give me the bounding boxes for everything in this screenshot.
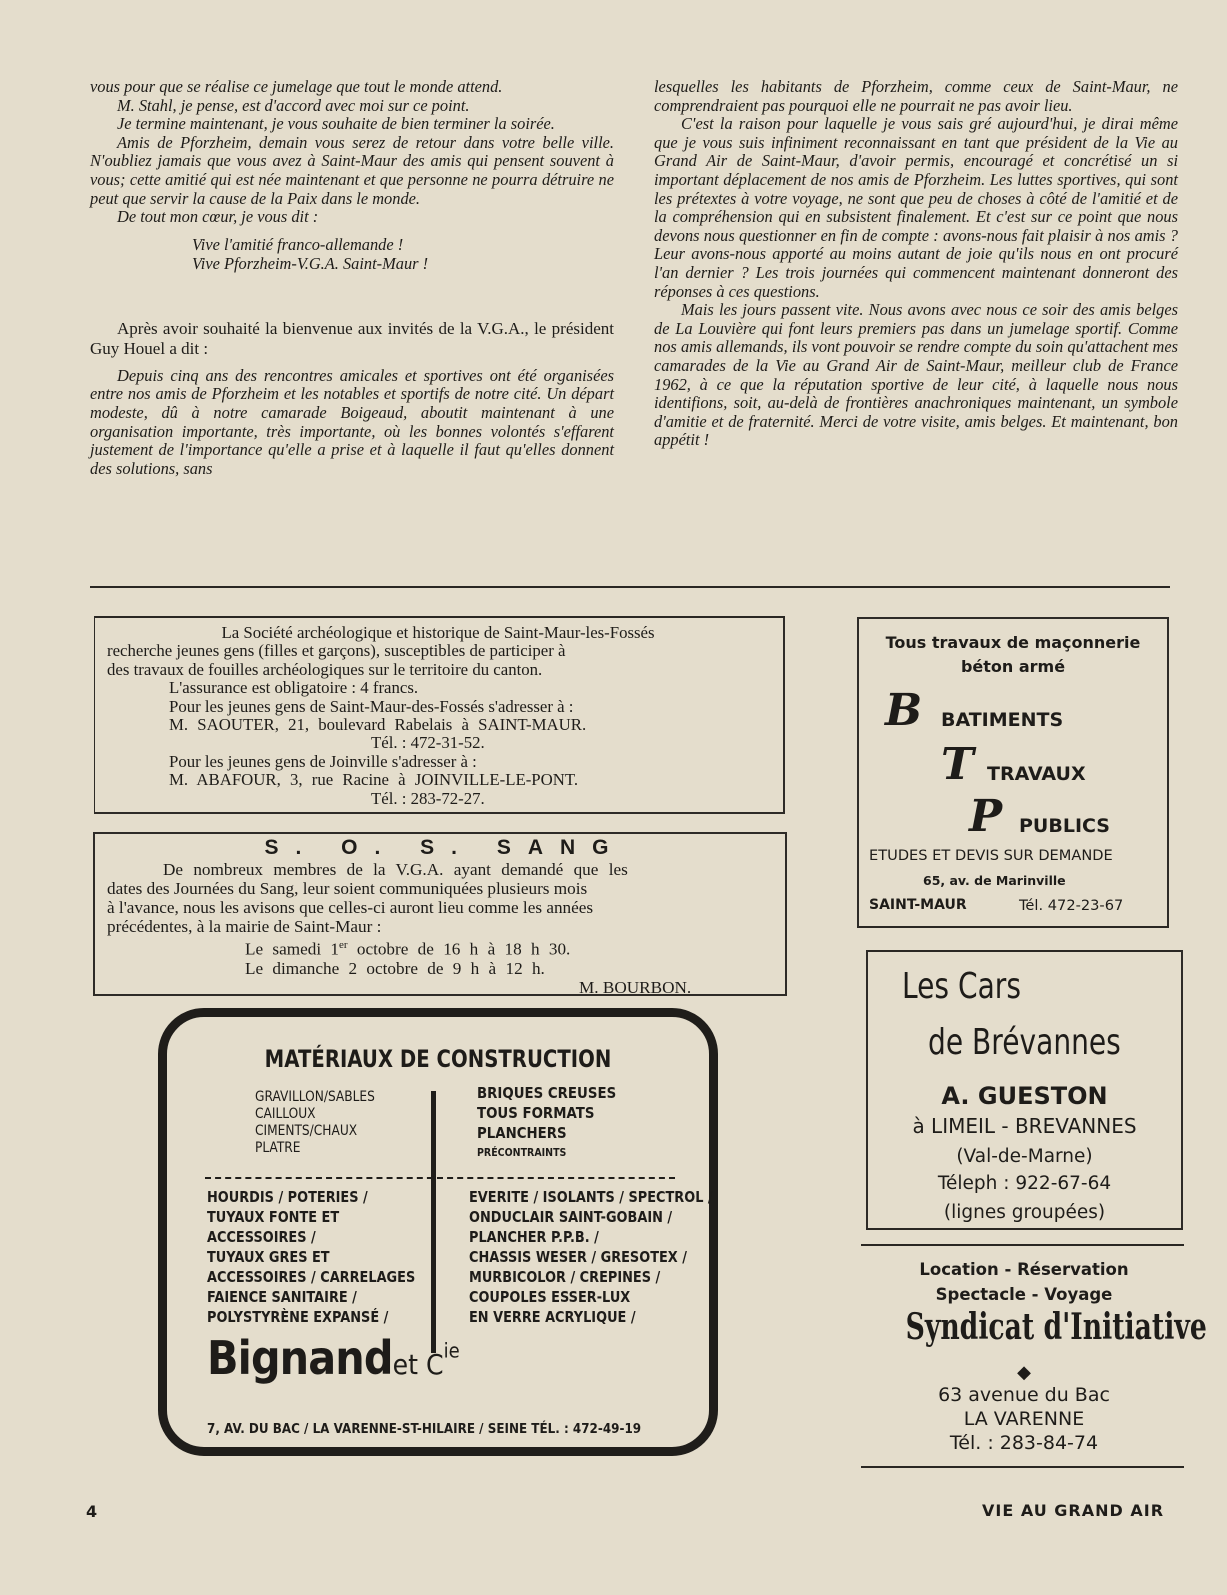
sos-date-b: octobre de 16 h à 18 h 30. bbox=[347, 939, 571, 959]
materiaux-divider bbox=[431, 1091, 436, 1353]
btp-letter-b: B bbox=[885, 685, 923, 736]
brand-name: Bignand bbox=[207, 1331, 393, 1385]
btp-letter-p: P bbox=[969, 791, 1003, 842]
article-right-column bbox=[654, 78, 1178, 450]
product-line: BRIQUES CREUSES bbox=[477, 1084, 617, 1102]
btp-letter-t: T bbox=[941, 739, 974, 790]
toast-block bbox=[192, 235, 614, 273]
btp-word: TRAVAUX bbox=[987, 763, 1086, 785]
intro-paragraph: Après avoir souhaité la bienvenue aux invités de la V.G.A., le président Guy Houel a dit : bbox=[90, 318, 614, 358]
btp-heading-line: béton armé bbox=[960, 657, 1066, 676]
btp-heading-line: Tous travaux de maçonnerie bbox=[885, 633, 1141, 652]
product-line: TUYAUX FONTE ET bbox=[207, 1208, 340, 1226]
product-line: ACCESSOIRES / bbox=[207, 1228, 316, 1246]
notice-line: La Société archéologique et historique de Saint-Maur-les-Fossés bbox=[221, 623, 655, 642]
diamond-icon: ◆ bbox=[1017, 1362, 1031, 1383]
product-line: EVERITE / ISOLANTS / SPECTROL / bbox=[469, 1188, 713, 1206]
paragraph: lesquelles les habitants de Pforzheim, comme ceux de Saint-Maur, ne comprendraient pas pourquoi elle ne pourrait ne pas avoir lieu. bbox=[654, 77, 1178, 115]
cars-title: Les Cars bbox=[902, 966, 1021, 1007]
syndicat-city: LA VARENNE bbox=[963, 1408, 1085, 1430]
page-number: 4 bbox=[86, 1502, 98, 1521]
product-line: COUPOLES ESSER-LUX bbox=[469, 1288, 631, 1306]
paragraph: Mais les jours passent vite. Nous avons avec nous ce soir des amis belges de La Louvière qui font leurs premiers pas dans un jumelage sportif. Comme nos amis allemands, ils vont pouvoir se rendre compte du soin qu'attachent mes camarades de la Vie au Grand Air de Saint-Maur, meilleur club de France 1962, à ce que la réputation sportive de leur cité, à laquelle nous nous identifions, soit, au-delà de frontières anachroniques maintenant, un symbole d'amitie et de fraternité. Merci de votre visite, amis belges. Et maintenant, bon appétit ! bbox=[654, 300, 1178, 450]
btp-city: SAINT-MAUR bbox=[869, 897, 967, 913]
paragraph: Amis de Pforzheim, demain vous serez de retour dans votre belle ville. N'oubliez jamais que vous avez à Saint-Maur des amis qui pensent souvent à vous; cette amitié qui est née maintenant et que personne ne pourra détruire ne peut que servir la cause de la Paix dans le monde. bbox=[90, 132, 614, 208]
article-left-column bbox=[90, 78, 614, 478]
btp-heading bbox=[859, 631, 1167, 679]
brand-sup: ie bbox=[443, 1338, 460, 1363]
sos-title: S. O. S. SANG bbox=[264, 836, 626, 859]
paragraph: De tout mon cœur, je vous dit : bbox=[117, 207, 319, 227]
materiaux-bottom-right bbox=[469, 1187, 713, 1327]
product-line: ACCESSOIRES / CARRELAGES bbox=[207, 1268, 416, 1286]
cars-owner: A. GUESTON bbox=[941, 1082, 1108, 1110]
notice-top-rule bbox=[95, 616, 785, 618]
sos-line: De nombreux membres de la V.G.A. ayant demandé que les bbox=[163, 860, 628, 879]
paragraph: C'est la raison pour laquelle je vous sais gré aujourd'hui, je dirai même que je vous suis infiniment reconnaissant en tant que président de la Vie au Grand Air de Saint-Maur, d'avoir permis, encouragé et concrétisé un si important déplacement de nos amis de Pforzheim. Les luttes sportives, qui sont les prétextes à votre voyage, ne sont que peu de choses à côté de l'amitié et de la compréhension qui en subsistent finalement. Et c'est sur ce point que nous devons nous questionner en fin de compte : avons-nous fait plaisir à nos amis ? Leur avons-nous apporté au moins autant de joie qu'ils nous en ont procuré l'an dernier ? Les trois journées qui commencent maintenant donneront des réponses à ces questions. bbox=[654, 114, 1178, 301]
notice-contact: M. ABAFOUR, 3, rue Racine à JOINVILLE-LE-PONT. bbox=[169, 770, 579, 790]
cars-phone: Téleph : 922-67-64 bbox=[937, 1173, 1112, 1194]
product-line: PLATRE bbox=[255, 1140, 301, 1156]
product-line: ONDUCLAIR SAINT-GOBAIN / bbox=[469, 1208, 673, 1226]
product-line: TUYAUX GRES ET bbox=[207, 1248, 330, 1266]
materiaux-dashed-rule bbox=[205, 1177, 675, 1179]
sos-sang-notice bbox=[93, 832, 787, 996]
toast-line: Vive l'amitié franco-allemande ! bbox=[192, 234, 404, 254]
syndicat-title: Syndicat d'Initiative bbox=[905, 1306, 1207, 1348]
syndicat-bottom-rule bbox=[861, 1466, 1184, 1468]
cars-brevannes-ad bbox=[866, 950, 1183, 1228]
product-line: MURBICOLOR / CREPINES / bbox=[469, 1268, 661, 1286]
notice-line: Pour les jeunes gens de Saint-Maur-des-Fossés s'adresser à : bbox=[169, 696, 574, 716]
sos-date-sup: er bbox=[339, 939, 348, 951]
notice-line: des travaux de fouilles archéologiques sur le territoire du canton. bbox=[107, 659, 543, 679]
toast-line: Vive Pforzheim-V.G.A. Saint-Maur ! bbox=[192, 253, 429, 273]
paragraph: Depuis cinq ans des rencontres amicales et sportives ont été organisées entre nos amis de Pforzheim et les notables et sportifs de notre cité. Un départ modeste, dû à notre camarade Boigeaud, aboutit maintenant à une organisation importante, très importante, où les bonnes volontés s'effarent justement de l'importance qu'elle a prise et à laquelle il faut qu'elles donnent des solutions, sans bbox=[90, 365, 614, 478]
sos-date-a: Le samedi 1 bbox=[245, 939, 339, 959]
paragraph: M. Stahl, je pense, est d'accord avec moi sur ce point. bbox=[117, 95, 470, 115]
btp-address: 65, av. de Marinville bbox=[923, 873, 1066, 888]
btp-word: PUBLICS bbox=[1019, 815, 1110, 837]
product-line: CAILLOUX bbox=[255, 1106, 316, 1122]
product-line: CIMENTS/CHAUX bbox=[255, 1123, 358, 1139]
bignand-logo bbox=[207, 1331, 460, 1385]
syndicat-address: 63 avenue du Bac bbox=[938, 1384, 1110, 1406]
syndicat-top-rule bbox=[861, 1244, 1184, 1246]
btp-phone: Tél. 472-23-67 bbox=[1019, 897, 1124, 914]
sos-date-line: Le dimanche 2 octobre de 9 h à 12 h. bbox=[245, 958, 545, 978]
sos-line: dates des Journées du Sang, leur soient communiquées plusieurs mois bbox=[107, 879, 588, 898]
product-line: GRAVILLON/SABLES bbox=[255, 1089, 375, 1105]
syndicat-phone: Tél. : 283-84-74 bbox=[949, 1432, 1099, 1454]
syndicat-initiative-ad bbox=[864, 1250, 1207, 1466]
cars-title: de Brévannes bbox=[928, 1022, 1121, 1063]
notice-line: L'assurance est obligatoire : 4 francs. bbox=[169, 678, 419, 698]
materiaux-title: MATÉRIAUX DE CONSTRUCTION bbox=[264, 1045, 612, 1073]
product-line: PRÉCONTRAINTS bbox=[477, 1146, 567, 1159]
sos-line: à l'avance, nous les avisons que celles-ci auront lieu comme les années bbox=[107, 898, 594, 917]
paragraph: vous pour que se réalise ce jumelage que tout le monde attend. bbox=[90, 77, 503, 96]
product-line: HOURDIS / POTERIES / bbox=[207, 1188, 368, 1206]
product-line: PLANCHER P.P.B. / bbox=[469, 1228, 599, 1246]
notice-phone: Tél. : 283-72-27. bbox=[371, 788, 485, 808]
paragraph: Je termine maintenant, je vous souhaite de bien terminer la soirée. bbox=[117, 114, 555, 134]
btp-services: ETUDES ET DEVIS SUR DEMANDE bbox=[869, 847, 1113, 864]
materiaux-bottom-left bbox=[207, 1187, 415, 1327]
materiaux-address: 7, AV. DU BAC / LA VARENNE-ST-HILAIRE / SEINE TÉL. : 472-49-19 bbox=[207, 1421, 642, 1437]
publication-title: VIE AU GRAND AIR bbox=[982, 1501, 1165, 1520]
archaeology-notice bbox=[94, 616, 785, 814]
notice-contact: M. SAOUTER, 21, boulevard Rabelais à SAINT-MAUR. bbox=[169, 715, 587, 735]
cars-city: à LIMEIL - BREVANNES bbox=[912, 1114, 1137, 1138]
syndicat-services: Location - Réservation bbox=[919, 1260, 1129, 1279]
sos-signature: M. BOURBON. bbox=[579, 977, 692, 997]
cars-bottom-rule bbox=[866, 1228, 1183, 1230]
notice-phone: Tél. : 472-31-52. bbox=[371, 733, 485, 753]
product-line: TOUS FORMATS bbox=[477, 1104, 595, 1122]
product-line: CHASSIS WESER / GRESOTEX / bbox=[469, 1248, 687, 1266]
notice-line: recherche jeunes gens (filles et garçons), susceptibles de participer à bbox=[107, 641, 566, 661]
section-divider bbox=[90, 586, 1170, 588]
syndicat-services: Spectacle - Voyage bbox=[935, 1285, 1113, 1304]
cars-department: (Val-de-Marne) bbox=[956, 1146, 1093, 1167]
notice-line: Pour les jeunes gens de Joinville s'adresser à : bbox=[169, 751, 477, 771]
materiaux-top-left bbox=[255, 1087, 375, 1158]
cars-lines: (lignes groupées) bbox=[943, 1202, 1106, 1223]
product-line: EN VERRE ACRYLIQUE / bbox=[469, 1308, 636, 1326]
sos-line: précédentes, à la mairie de Saint-Maur : bbox=[107, 917, 382, 936]
btp-bottom-rule bbox=[857, 926, 1169, 928]
product-line: PLANCHERS bbox=[477, 1124, 567, 1142]
materiaux-ad bbox=[158, 1008, 718, 1456]
materiaux-top-right bbox=[477, 1083, 616, 1163]
product-line: FAIENCE SANITAIRE / bbox=[207, 1288, 357, 1306]
product-line: POLYSTYRÈNE EXPANSÉ / bbox=[207, 1308, 389, 1326]
btp-ad bbox=[857, 617, 1169, 927]
brand-suffix: et C bbox=[392, 1348, 444, 1381]
sos-date-line bbox=[107, 936, 773, 959]
btp-word: BATIMENTS bbox=[941, 709, 1064, 731]
